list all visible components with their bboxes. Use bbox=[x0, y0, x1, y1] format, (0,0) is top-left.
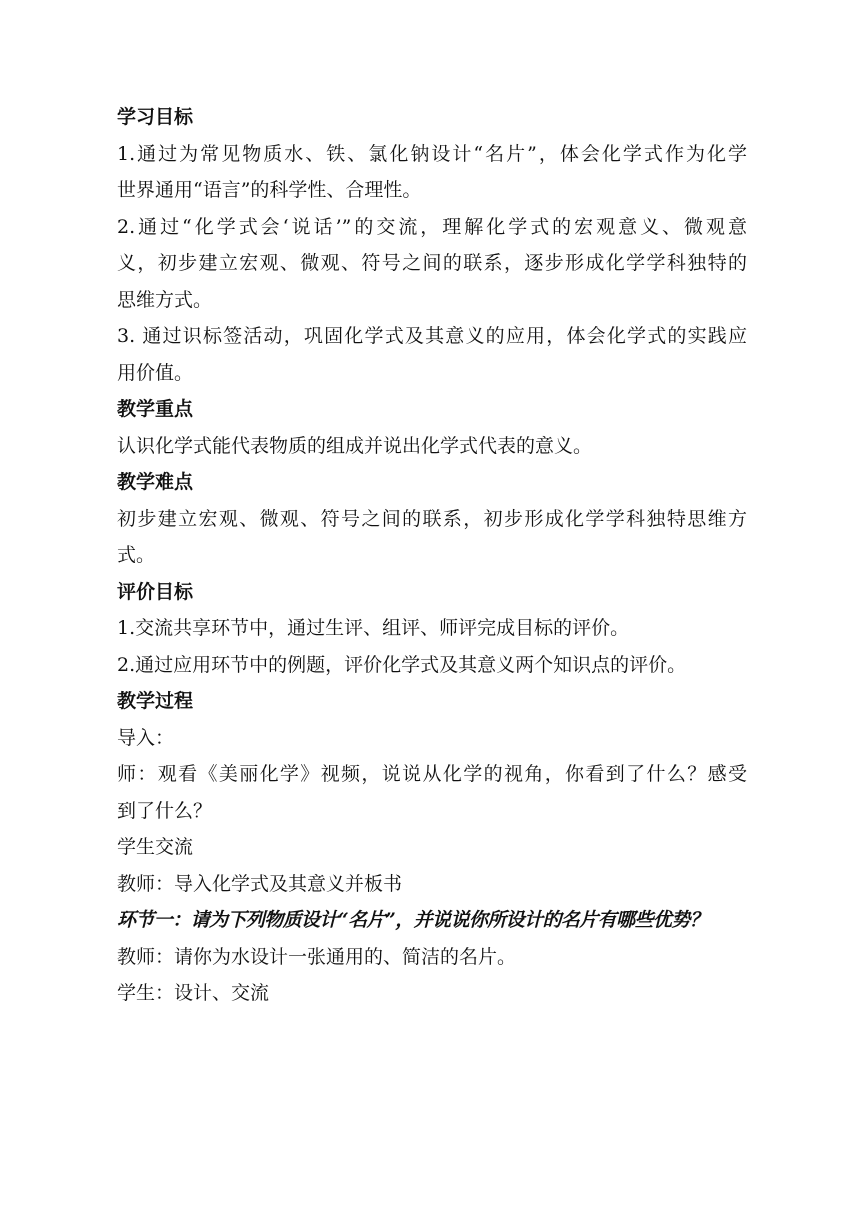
learning-goal-2-line-2: 义，初步建立宏观、微观、符号之间的联系，逐步形成化学学科独特的 bbox=[117, 252, 747, 274]
difficulty-line-2: 式。 bbox=[117, 544, 156, 566]
segment-one-title: 环节一：请为下列物质设计“名片”，并说说你所设计的名片有哪些优势？ bbox=[117, 909, 709, 931]
heading-evaluation: 评价目标 bbox=[117, 580, 194, 603]
key-point-text: 认识化学式能代表物质的组成并说出化学式代表的意义。 bbox=[117, 434, 593, 457]
heading-process: 教学过程 bbox=[117, 690, 194, 712]
learning-goal-3-line-1: 3. 通过识标签活动，巩固化学式及其意义的应用，体会化学式的实践应 bbox=[117, 325, 747, 347]
evaluation-item-1: 1.交流共享环节中，通过生评、组评、师评完成目标的评价。 bbox=[117, 617, 630, 639]
learning-goal-1-line-2: 世界通用“语言”的科学性、合理性。 bbox=[117, 179, 422, 201]
student-exchange: 学生交流 bbox=[117, 836, 194, 858]
teacher-question-line-1: 师：观看《美丽化学》视频，说说从化学的视角，你看到了什么？感受 bbox=[117, 763, 747, 785]
evaluation-item-2: 2.通过应用环节中的例题，评价化学式及其意义两个知识点的评价。 bbox=[117, 653, 687, 676]
teacher-intro: 教师：导入化学式及其意义并板书 bbox=[117, 872, 403, 895]
difficulty-line-1: 初步建立宏观、微观、符号之间的联系，初步形成化学学科独特思维方 bbox=[117, 507, 747, 530]
heading-key-point: 教学重点 bbox=[117, 398, 194, 420]
heading-difficulty: 教学难点 bbox=[117, 471, 194, 493]
student-action: 学生：设计、交流 bbox=[117, 982, 270, 1004]
intro-label: 导入： bbox=[117, 726, 175, 749]
heading-learning-goals: 学习目标 bbox=[117, 106, 194, 128]
teacher-task: 教师：请你为水设计一张通用的、简洁的名片。 bbox=[117, 945, 517, 968]
learning-goal-2-line-3: 思维方式。 bbox=[117, 288, 213, 311]
teacher-question-line-2: 到了什么？ bbox=[117, 799, 213, 822]
learning-goal-3-line-2: 用价值。 bbox=[117, 361, 194, 384]
learning-goal-2-line-1: 2.通过“化学式会‘说话’”的交流，理解化学式的宏观意义、微观意 bbox=[117, 215, 747, 238]
learning-goal-1-line-1: 1.通过为常见物质水、铁、氯化钠设计“名片”，体会化学式作为化学 bbox=[117, 142, 747, 165]
document-page bbox=[117, 99, 747, 1012]
